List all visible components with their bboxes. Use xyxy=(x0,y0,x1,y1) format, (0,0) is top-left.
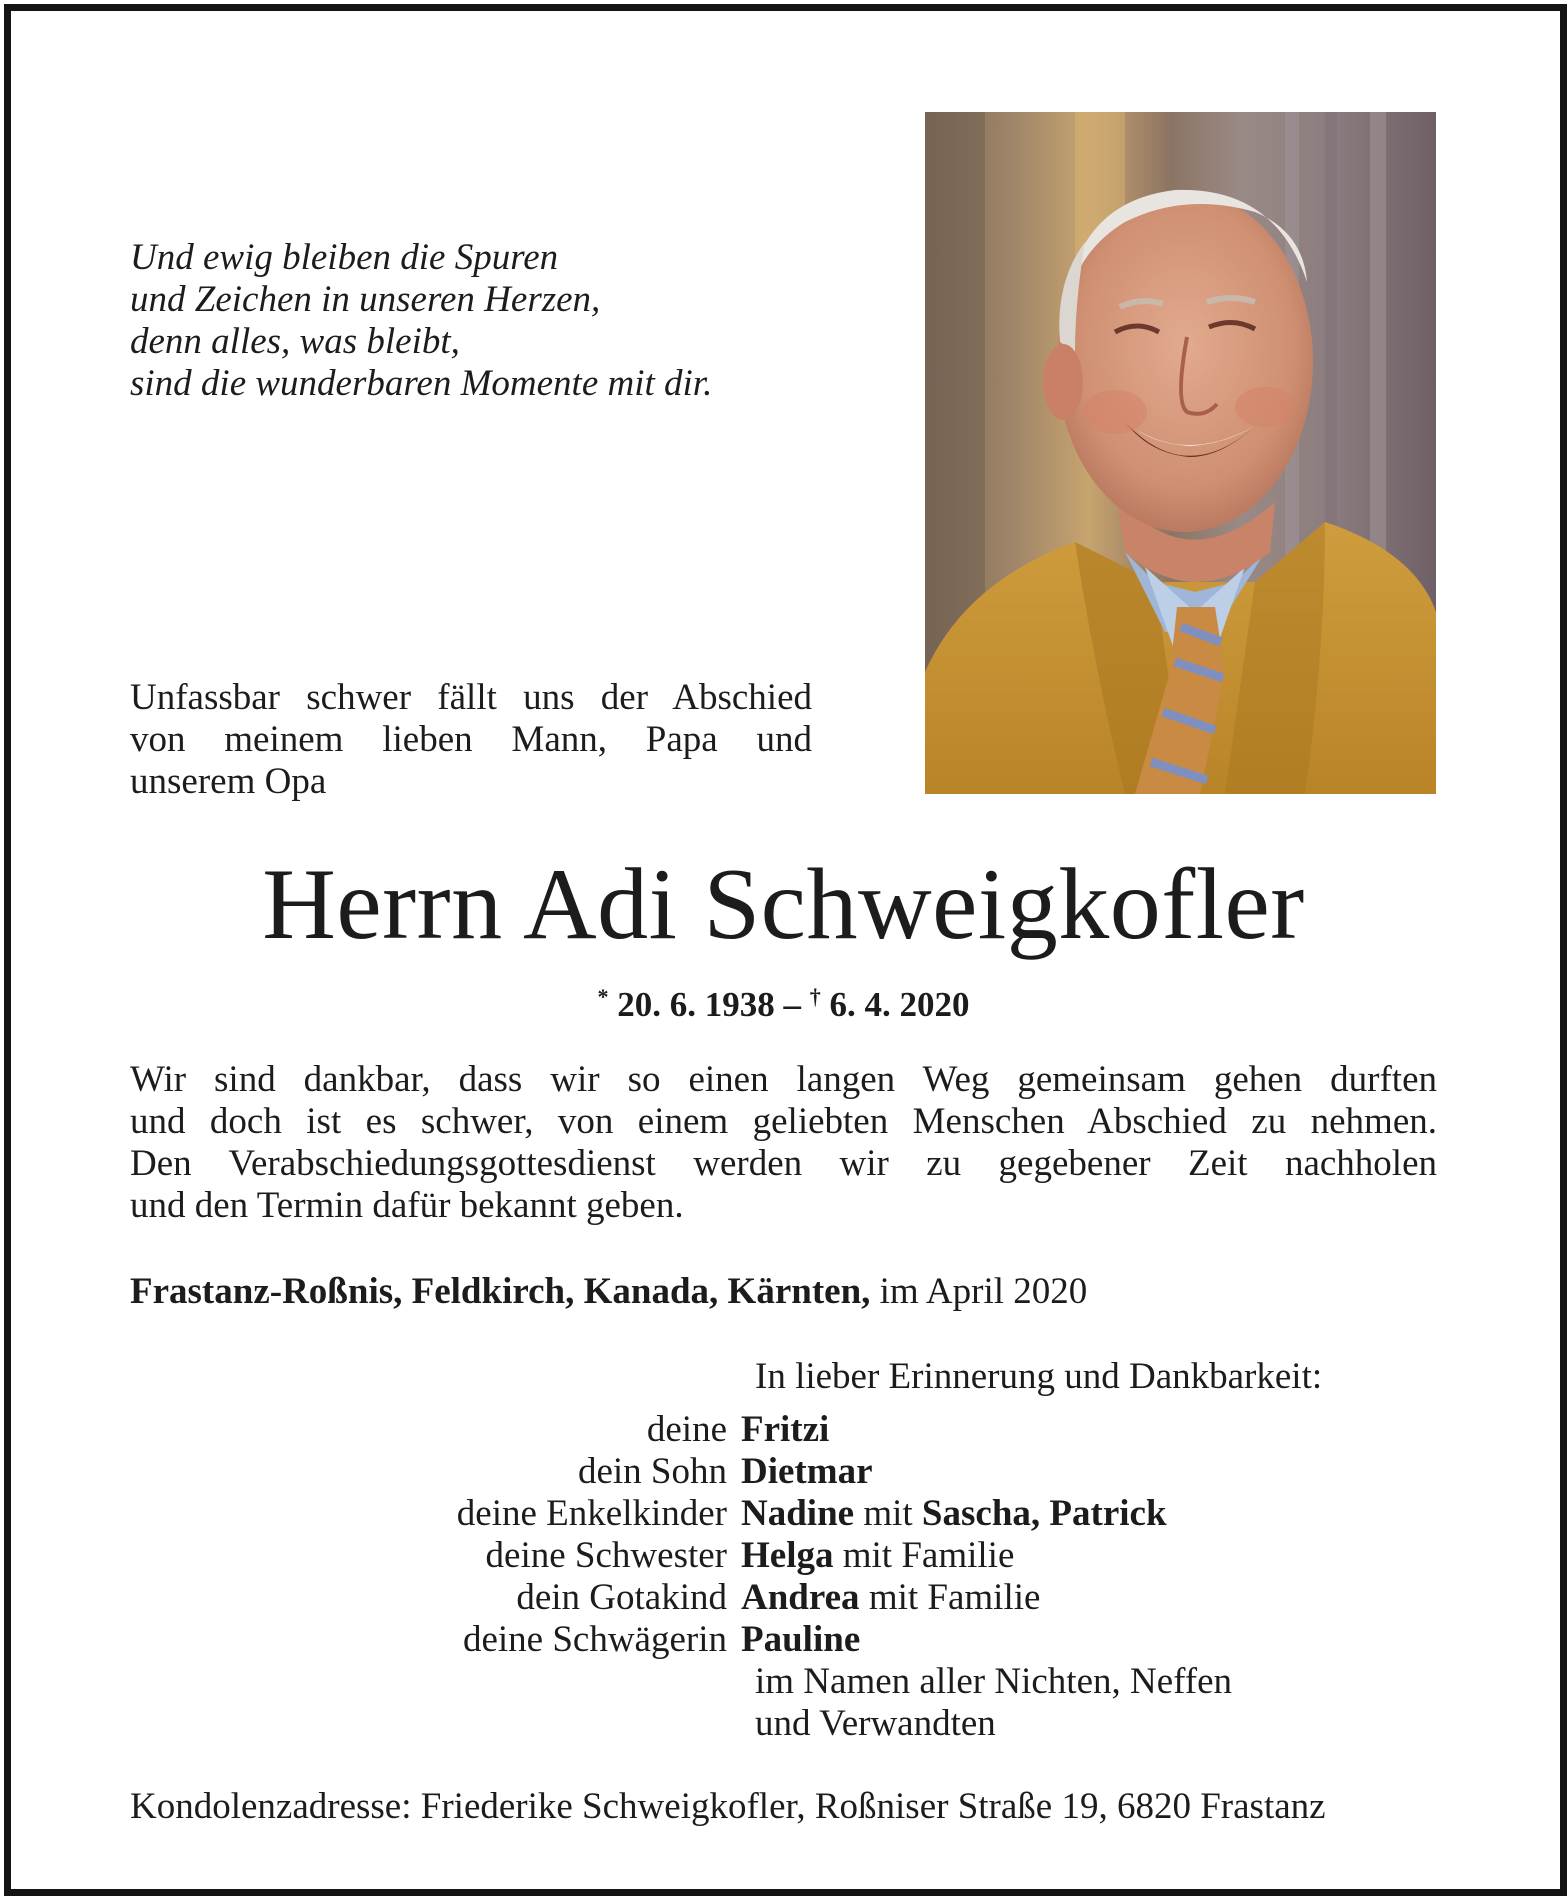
mourner-name: Dietmar xyxy=(741,1451,873,1492)
poem-line: sind die wunderbaren Momente mit dir. xyxy=(130,363,713,404)
mourner-relation: dein Sohn xyxy=(577,1451,727,1492)
poem-line: Und ewig bleiben die Spuren xyxy=(130,237,559,278)
mourner-names xyxy=(741,1409,829,1451)
mourner-suffix: mit xyxy=(854,1493,922,1534)
mourner-row xyxy=(130,1535,1437,1577)
life-dates xyxy=(0,977,1567,1025)
portrait-photo xyxy=(925,112,1436,794)
mourner-row xyxy=(130,1493,1437,1535)
message-text xyxy=(130,1059,1437,1227)
condolence-address: Kondolenzadresse: Friederike Schweigkofler, Roßniser Straße 19, 6820 Frastanz xyxy=(130,1786,1326,1827)
mourner-names xyxy=(741,1619,860,1661)
mourner-name: Helga xyxy=(741,1535,834,1576)
date-separator: – xyxy=(783,985,801,1024)
mourners-tail-line: und Verwandten xyxy=(755,1703,996,1744)
mourners-list xyxy=(130,1409,1437,1745)
mourner-relation: deine xyxy=(646,1409,727,1450)
mourner-row xyxy=(130,1409,1437,1451)
mourner-name: Fritzi xyxy=(741,1409,830,1450)
mourner-names xyxy=(741,1577,1040,1619)
mourner-name: Andrea xyxy=(741,1577,860,1618)
intro-line: Unfassbar schwer fällt uns der Abschied xyxy=(130,677,812,718)
places-line xyxy=(130,1271,1437,1313)
mourner-names xyxy=(741,1451,873,1493)
mourner-name: Pauline xyxy=(741,1619,861,1660)
message-line: Den Verabschiedungsgottesdienst werden wir zu gegebener Zeit nachholen xyxy=(130,1143,1437,1184)
mourner-relation: deine Schwester xyxy=(485,1535,727,1576)
poem xyxy=(130,237,810,405)
places-date: im April 2020 xyxy=(879,1271,1088,1312)
message-line: und doch ist es schwer, von einem geliebten Menschen Abschied zu nehmen. xyxy=(130,1101,1437,1142)
mourner-suffix: mit Familie xyxy=(859,1577,1041,1618)
death-symbol: † xyxy=(809,984,821,1009)
mourner-row xyxy=(130,1619,1437,1661)
mourner-name-secondary: Sascha, Patrick xyxy=(921,1493,1167,1534)
mourners-tail-line: im Namen aller Nichten, Neffen xyxy=(755,1661,1233,1702)
mourner-names xyxy=(741,1493,1167,1535)
portrait-illustration xyxy=(925,112,1436,794)
mourner-relation: deine Enkelkinder xyxy=(456,1493,727,1534)
mourner-names xyxy=(741,1535,1014,1577)
intro-line: unserem Opa xyxy=(130,761,327,802)
birth-date: 20. 6. 1938 xyxy=(617,985,775,1024)
mourner-row xyxy=(130,1577,1437,1619)
mourner-row xyxy=(130,1451,1437,1493)
places-names: Frastanz-Roßnis, Feldkirch, Kanada, Kärnten, xyxy=(130,1271,871,1312)
mourner-relation: deine Schwägerin xyxy=(462,1619,727,1660)
birth-symbol: * xyxy=(597,984,609,1009)
mourner-relation: dein Gotakind xyxy=(516,1577,727,1618)
message-line: Wir sind dankbar, dass wir so einen langen Weg gemeinsam gehen durften xyxy=(130,1059,1437,1100)
death-date: 6. 4. 2020 xyxy=(829,985,970,1024)
poem-line: und Zeichen in unseren Herzen, xyxy=(130,279,601,320)
intro-line: von meinem lieben Mann, Papa und xyxy=(130,719,812,760)
mourner-suffix: mit Familie xyxy=(833,1535,1015,1576)
deceased-name: Herrn Adi Schweigkofler xyxy=(262,848,1305,961)
message-line: und den Termin dafür bekannt geben. xyxy=(130,1185,684,1226)
memory-line: In lieber Erinnerung und Dankbarkeit: xyxy=(755,1356,1323,1397)
intro-text xyxy=(130,677,812,803)
poem-line: denn alles, was bleibt, xyxy=(130,321,460,362)
mourner-name: Nadine xyxy=(741,1493,855,1534)
